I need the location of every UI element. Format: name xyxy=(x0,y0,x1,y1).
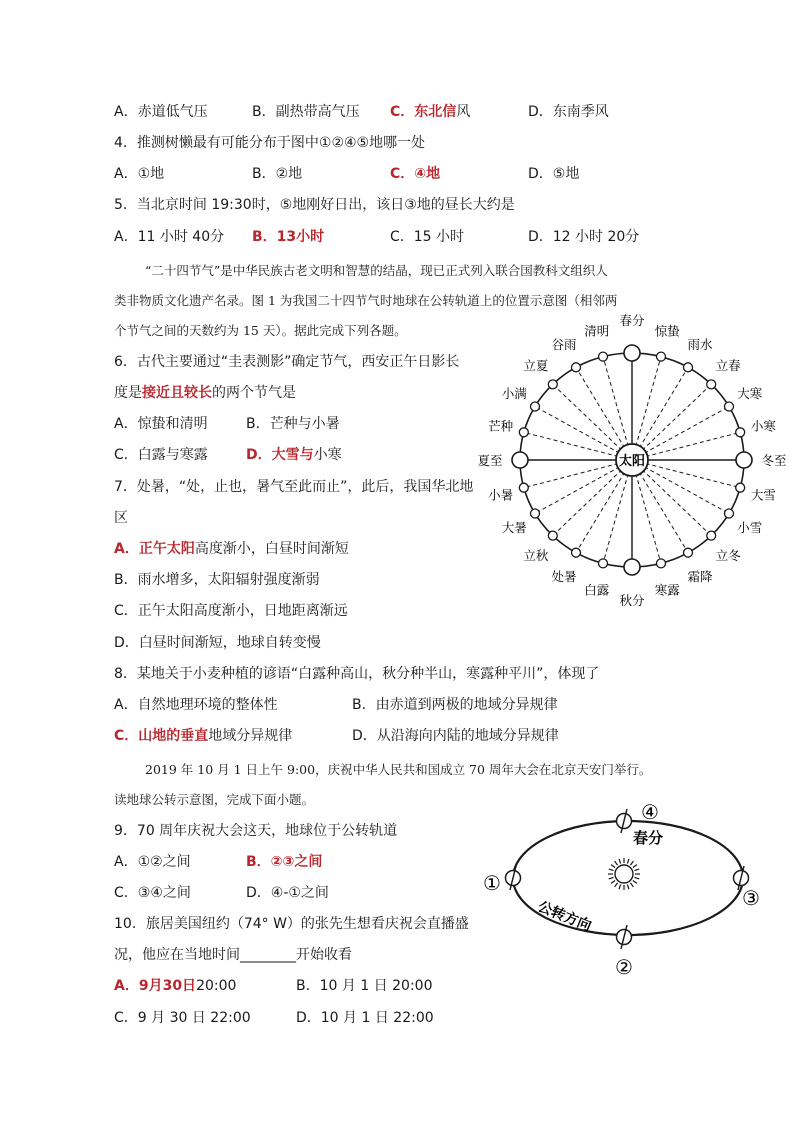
q5-stem: 5．当北京时间 19:30时，⑤地刚好日出，该日③地的昼长大约是 xyxy=(114,197,515,213)
q8-option-c-rest: 地域分异规律 xyxy=(208,728,293,744)
q6-stem-post: 的两个节气是 xyxy=(212,385,296,401)
q8-option-c-answer: C．山地的垂直 xyxy=(114,728,209,744)
solar-term-label: 夏至 xyxy=(477,453,503,468)
q6-option-c: C．白露与寒露 xyxy=(114,447,208,463)
q6-stem-pre: 度是 xyxy=(114,385,142,401)
solar-term-label: 春分 xyxy=(619,313,645,328)
solar-term-label: 大寒 xyxy=(737,386,763,401)
sun-ray xyxy=(634,869,639,871)
q6-option-b: B．芒种与小暑 xyxy=(246,416,340,432)
q5-option-a: A．11 小时 40分 xyxy=(114,229,225,245)
q6-option-d-rest: 小寒 xyxy=(313,447,342,463)
solar-term-label: 立秋 xyxy=(523,547,549,563)
q8-stem: 8．某地关于小麦种植的谚语“白露种高山，秋分种半山，寒露种平川”，体现了 xyxy=(114,666,600,682)
solar-term-label: 立春 xyxy=(715,358,741,374)
earth-position-node xyxy=(736,428,745,437)
sun-label: 太阳 xyxy=(618,454,646,469)
q7-option-a xyxy=(114,540,349,558)
solar-term-label: 惊蛰 xyxy=(654,323,680,339)
earth-position-node xyxy=(656,559,665,568)
q4-stem: 4．推测树懒最有可能分布于图中①②④⑤地哪一处 xyxy=(114,135,426,151)
earth-position-node xyxy=(519,483,528,492)
marker-4: ④ xyxy=(641,800,659,824)
sun-ray xyxy=(633,865,637,868)
q9-option-c: C．③④之间 xyxy=(114,885,191,901)
marker-3: ③ xyxy=(742,886,760,910)
sun-ray xyxy=(611,880,615,883)
q6-option-a: A．惊蛰和清明 xyxy=(114,416,208,432)
q4-option-d: D．⑤地 xyxy=(528,166,580,182)
q10-option-b: B．10 月 1 日 20:00 xyxy=(296,978,433,994)
earth-position-node xyxy=(724,509,733,518)
solar-term-label: 芒种 xyxy=(488,418,514,434)
solar-term-label: 立冬 xyxy=(715,547,741,563)
solar-term-label: 小满 xyxy=(501,386,527,401)
intro2-line2: 读地球公转示意图，完成下面小题。 xyxy=(114,792,315,807)
earth-icon-1 xyxy=(506,866,521,890)
q7-option-a-answer: A．正午太阳 xyxy=(114,541,195,557)
q10-option-c: C．9 月 30 日 22:00 xyxy=(114,1010,251,1026)
solar-term-label: 秋分 xyxy=(619,593,645,608)
q4-option-a: A．①地 xyxy=(114,166,165,182)
q4-option-b: B．②地 xyxy=(252,166,303,182)
solar-term-label: 寒露 xyxy=(654,582,680,598)
earth-position-node xyxy=(572,363,581,372)
intro1-line1: “二十四节气”是中华民族古老文明和智慧的结晶，现已正式列入联合国教科文组织人 xyxy=(145,263,608,278)
earth-position-node xyxy=(548,531,557,540)
q3-option-c-rest: 风 xyxy=(456,104,471,120)
earth-position-node xyxy=(624,345,640,361)
q3-option-d: D．东南季风 xyxy=(528,104,609,120)
q9-option-d: D．④-①之间 xyxy=(246,885,329,901)
q9-option-b-answer: B．②③之间 xyxy=(246,854,323,870)
sun-ray xyxy=(619,859,621,864)
q4-option-c-answer: C．④地 xyxy=(390,166,441,182)
earth-position-node xyxy=(512,452,528,468)
solar-term-label: 大雪 xyxy=(750,487,776,503)
intro1-line3: 个节气之间的天数约为 15 天）。据此完成下列各题。 xyxy=(114,323,407,338)
q3-option-c-answer: C．东北信 xyxy=(390,104,457,120)
q6-option-d xyxy=(246,446,342,464)
sun-ray xyxy=(634,877,639,879)
earth-position-node xyxy=(531,402,540,411)
intro2-line1: 2019 年 10 月 1 日上午 9:00，庆祝中华人民共和国成立 70 周年大会在北京天安门举行。 xyxy=(145,762,652,777)
orbit-diagram xyxy=(474,796,774,980)
q6-option-d-answer: D．大雪与 xyxy=(246,447,314,463)
q7-option-d: D．白昼时间渐短，地球自转变慢 xyxy=(114,635,321,651)
q10-option-d: D．10 月 1 日 22:00 xyxy=(296,1010,434,1026)
earth-position-node xyxy=(519,428,528,437)
q3-option-c xyxy=(390,103,470,121)
earth-position-node xyxy=(724,402,733,411)
solar-term-label: 立夏 xyxy=(523,358,549,374)
sun-ray xyxy=(630,861,633,865)
marker-2: ② xyxy=(615,955,633,979)
q3-option-b: B．副热带高气压 xyxy=(252,104,360,120)
sun-ray xyxy=(615,883,618,887)
q6-stem-line2 xyxy=(114,384,296,402)
intro1-line2: 类非物质文化遗产名录。图 1 为我国二十四节气时地球在公转轨道上的位置示意图（相邻两 xyxy=(114,293,618,308)
q10-stem-line1: 10．旅居美国纽约（74° W）的张先生想看庆祝会直播盛 xyxy=(114,916,469,932)
q10-option-a-rest: 20:00 xyxy=(196,978,237,994)
earth-position-node xyxy=(707,380,716,389)
q8-option-b: B．由赤道到两极的地域分异规律 xyxy=(352,697,558,713)
q9-option-a: A．①②之间 xyxy=(114,854,191,870)
earth-icon-spring xyxy=(617,809,632,833)
earth-position-node xyxy=(736,452,752,468)
earth-position-node xyxy=(707,531,716,540)
solar-term-label: 小雪 xyxy=(737,520,763,535)
sun-ray xyxy=(615,861,618,865)
solar-term-label: 清明 xyxy=(584,323,610,339)
earth-position-node xyxy=(572,548,581,557)
sun-icon xyxy=(608,858,640,890)
q7-option-a-rest: 高度渐小，白昼时间渐短 xyxy=(194,541,349,557)
solar-term-label: 处暑 xyxy=(551,569,577,585)
solar-terms-diagram xyxy=(476,313,787,608)
solar-term-label: 霜降 xyxy=(687,569,713,585)
solar-term-label: 小暑 xyxy=(488,487,514,503)
sun-ray xyxy=(633,880,637,883)
earth-position-node xyxy=(684,363,693,372)
solar-term-label: 大暑 xyxy=(501,520,527,535)
earth-position-node xyxy=(624,559,640,575)
q6-stem-highlight: 接近且较长 xyxy=(142,385,212,401)
earth-position-node xyxy=(599,559,608,568)
q8-option-c xyxy=(114,727,292,745)
q5-option-d: D．12 小时 20分 xyxy=(528,229,640,245)
solar-term-label: 雨水 xyxy=(687,336,713,352)
q8-option-d: D．从沿海向内陆的地域分异规律 xyxy=(352,728,559,744)
q3-option-a: A．赤道低气压 xyxy=(114,104,208,120)
q5-option-b-answer: B．13小时 xyxy=(252,229,325,245)
q5-option-c: C．15 小时 xyxy=(390,229,465,245)
q7-option-c: C．正午太阳高度渐小，日地距离渐远 xyxy=(114,603,348,619)
q7-stem-line2: 区 xyxy=(114,510,128,526)
q10-option-a-answer: A．9月30日 xyxy=(114,978,197,994)
earth-position-node xyxy=(736,483,745,492)
sun-ray xyxy=(630,883,633,887)
earth-position-node xyxy=(599,352,608,361)
spring-equinox-label: 春分 xyxy=(632,829,664,847)
q9-stem: 9．70 周年庆祝大会这天，地球位于公转轨道 xyxy=(114,823,398,839)
q7-option-b: B．雨水增多，太阳辐射强度渐弱 xyxy=(114,572,320,588)
sun-ray xyxy=(627,859,629,864)
sun-ray xyxy=(627,884,629,889)
solar-term-label: 冬至 xyxy=(761,453,787,468)
sun-ray xyxy=(609,877,614,879)
earth-position-node xyxy=(548,380,557,389)
revolution-direction-label: 公转方向 xyxy=(535,898,594,935)
q6-stem-line1: 6．古代主要通过“圭表测影”确定节气，西安正午日影长 xyxy=(114,354,460,370)
q8-option-a: A．自然地理环境的整体性 xyxy=(114,697,278,713)
earth-icon-2 xyxy=(617,925,632,949)
sun-ray xyxy=(619,884,621,889)
q7-stem-line1: 7．处暑，“处，止也，暑气至此而止”，此后，我国华北地 xyxy=(114,479,474,495)
earth-position-node xyxy=(531,509,540,518)
earth-position-node xyxy=(656,352,665,361)
solar-term-label: 白露 xyxy=(584,582,610,598)
q10-option-a xyxy=(114,977,236,995)
sun-ray xyxy=(611,865,615,868)
marker-1: ① xyxy=(483,871,501,895)
q10-stem-line2: 况，他应在当地时间________开始收看 xyxy=(114,947,352,963)
solar-term-label: 谷雨 xyxy=(551,336,577,352)
solar-term-label: 小寒 xyxy=(750,418,776,434)
earth-position-node xyxy=(684,548,693,557)
sun-ray xyxy=(609,869,614,871)
